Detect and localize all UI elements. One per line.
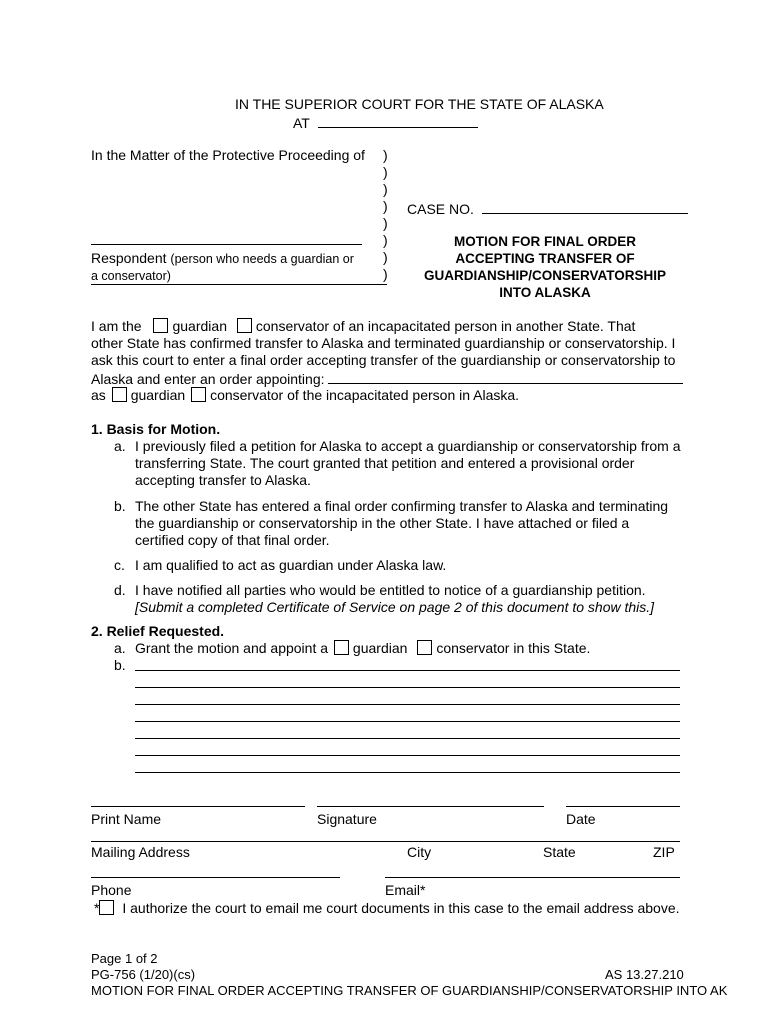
intro-conservator-label: conservator of an incapacitated person in another State. That	[255, 318, 636, 334]
intro-guardian-label: guardian	[172, 318, 227, 334]
form-number: PG-756 (1/20)(cs)	[91, 967, 196, 982]
caption-bottom-line	[91, 284, 387, 285]
relief-guardian-label: guardian	[352, 640, 408, 656]
relief-line[interactable]	[135, 721, 680, 722]
as-guardian-checkbox[interactable]	[112, 387, 127, 402]
date-line[interactable]	[566, 806, 680, 807]
caption-paren: )	[383, 181, 388, 197]
case-number-row	[407, 199, 688, 218]
relief-conservator-checkbox[interactable]	[417, 640, 432, 655]
caption-paren: )	[383, 198, 388, 214]
item-1d-note: [Submit a completed Certificate of Service on page 2 of this document to show this.]	[135, 599, 655, 615]
at-location-field[interactable]	[318, 113, 478, 128]
at-label: AT	[293, 115, 310, 131]
item-2a-row	[135, 640, 590, 657]
intro-line-1	[91, 318, 635, 335]
item-1a-line: I previously filed a petition for Alaska to accept a guardianship or conservatorship from a	[135, 438, 681, 454]
at-line	[293, 113, 478, 132]
appointing-label: Alaska and enter an order appointing:	[91, 371, 325, 387]
relief-line[interactable]	[135, 704, 680, 705]
intro-line-4	[91, 369, 683, 388]
signature-line[interactable]	[317, 806, 544, 807]
authorize-asterisk: *	[94, 900, 100, 916]
item-2a-text: Grant the motion and appoint a	[135, 640, 329, 656]
i-am-the-label: I am the	[91, 318, 142, 334]
item-1b-line: certified copy of that final order.	[135, 532, 330, 548]
intro-line-2: other State has confirmed transfer to Alaska and terminated guardianship or conservatorship. I	[91, 335, 676, 351]
zip-label: ZIP	[653, 844, 675, 860]
title-line-1: MOTION FOR FINAL ORDER	[454, 234, 636, 249]
email-label: Email*	[385, 882, 426, 898]
phone-line[interactable]	[91, 877, 340, 878]
email-authorize-row	[94, 900, 680, 917]
item-1b-line: the guardianship or conservatorship in the other State. I have attached or filed a	[135, 515, 630, 531]
as-conservator-checkbox[interactable]	[191, 387, 206, 402]
caption-paren: )	[383, 164, 388, 180]
case-number-field[interactable]	[482, 199, 688, 214]
relief-line[interactable]	[135, 738, 680, 739]
email-line[interactable]	[385, 877, 680, 878]
item-1b-line: The other State has entered a final order confirming transfer to Alaska and terminating	[135, 498, 669, 514]
document-title	[400, 233, 690, 301]
item-1d-text: I have notified all parties who would be entitled to notice of a guardianship petition.	[135, 582, 646, 598]
item-1d-label: d.	[114, 582, 126, 598]
intro-guardian-checkbox[interactable]	[153, 318, 168, 333]
intro-conservator-checkbox[interactable]	[237, 318, 252, 333]
relief-line[interactable]	[135, 670, 680, 671]
as-guardian-label: guardian	[130, 387, 186, 403]
caption-paren: )	[383, 147, 388, 163]
email-authorize-text: I authorize the court to email me court documents in this case to the email address above.	[122, 900, 680, 916]
respondent-label	[91, 250, 354, 268]
item-1a-label: a.	[114, 438, 126, 454]
appointee-name-field[interactable]	[328, 369, 683, 384]
caption-paren: )	[383, 232, 388, 248]
item-1a-line: accepting transfer to Alaska.	[135, 472, 311, 488]
email-authorize-checkbox[interactable]	[99, 900, 114, 915]
mailing-address-label: Mailing Address	[91, 844, 190, 860]
court-heading: IN THE SUPERIOR COURT FOR THE STATE OF ALASKA	[235, 96, 604, 112]
item-1c-text: I am qualified to act as guardian under Alaska law.	[135, 557, 447, 573]
case-no-label: CASE NO.	[407, 201, 474, 217]
relief-line[interactable]	[135, 687, 680, 688]
as-label: as	[91, 387, 106, 403]
intro-line-3: ask this court to enter a final order accepting transfer of the guardianship or conservatorship to	[91, 352, 676, 368]
respondent-label-text: Respondent	[91, 250, 167, 266]
respondent-name-line[interactable]	[91, 244, 362, 245]
signature-label: Signature	[317, 811, 377, 827]
respondent-note-2: a conservator)	[91, 269, 171, 283]
title-line-3: GUARDIANSHIP/CONSERVATORSHIP	[423, 268, 667, 283]
footer-title: MOTION FOR FINAL ORDER ACCEPTING TRANSFER OF GUARDIANSHIP/CONSERVATORSHIP INTO AK	[91, 983, 728, 998]
city-label: City	[407, 844, 432, 860]
caption-paren: )	[383, 215, 388, 231]
as-conservator-label: conservator of the incapacitated person in Alaska.	[210, 387, 520, 403]
item-1c-label: c.	[114, 557, 125, 573]
section-1-heading: 1. Basis for Motion.	[91, 421, 221, 437]
relief-conservator-label: conservator in this State.	[436, 640, 591, 656]
item-1b-label: b.	[114, 498, 126, 514]
phone-label: Phone	[91, 882, 132, 898]
date-label: Date	[566, 811, 596, 827]
item-2a-label: a.	[114, 640, 126, 656]
caption-paren: )	[383, 249, 388, 265]
section-2-heading: 2. Relief Requested.	[91, 623, 225, 639]
relief-line[interactable]	[135, 755, 680, 756]
state-label: State	[543, 844, 576, 860]
page-number: Page 1 of 2	[91, 951, 158, 966]
item-2b-label: b.	[114, 657, 126, 673]
print-name-label: Print Name	[91, 811, 162, 827]
item-1a-line: transferring State. The court granted that petition and entered a provisional order	[135, 455, 635, 471]
title-line-4: INTO ALASKA	[499, 285, 591, 300]
title-line-2: ACCEPTING TRANSFER OF	[455, 251, 635, 266]
respondent-note-1: (person who needs a guardian or	[170, 252, 354, 266]
matter-label: In the Matter of the Protective Proceeding of	[91, 147, 365, 163]
statute-reference: AS 13.27.210	[605, 967, 684, 982]
mailing-address-line[interactable]	[91, 841, 680, 842]
print-name-line[interactable]	[91, 806, 305, 807]
intro-line-5	[91, 387, 519, 404]
caption-paren: )	[383, 266, 388, 282]
relief-guardian-checkbox[interactable]	[334, 640, 349, 655]
relief-line[interactable]	[135, 772, 680, 773]
